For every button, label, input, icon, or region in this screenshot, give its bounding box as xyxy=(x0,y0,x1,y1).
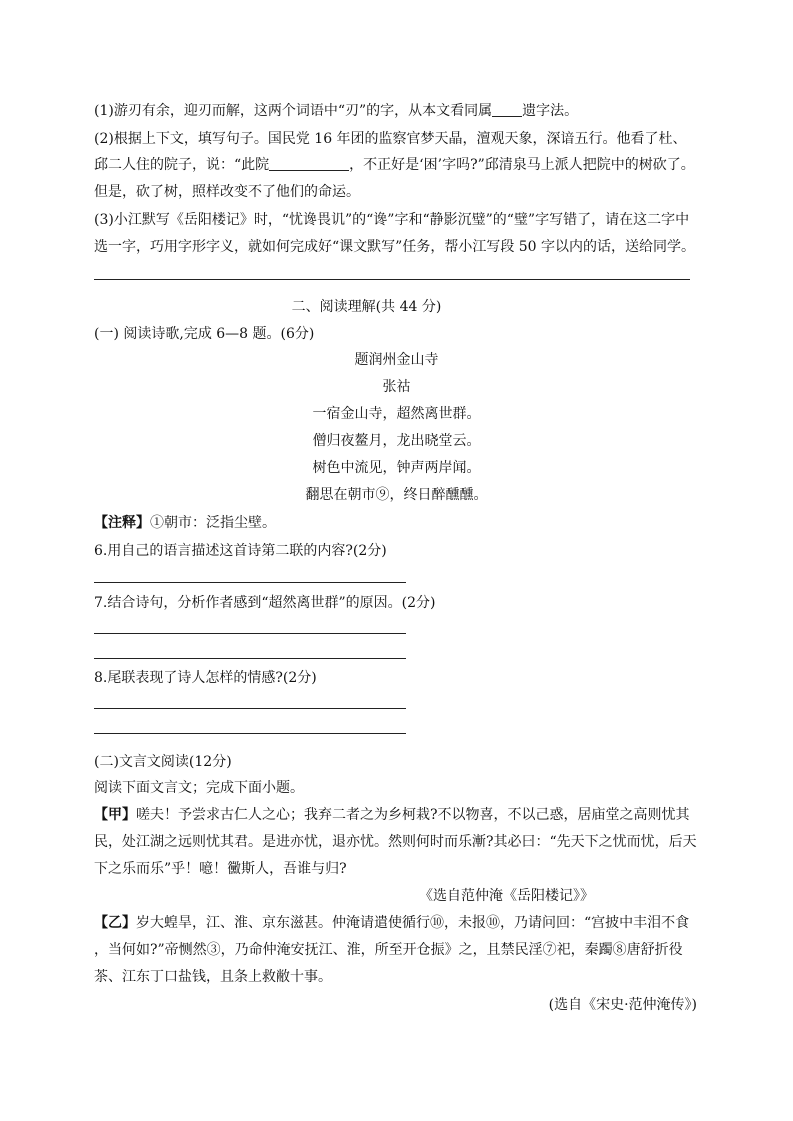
answer-line-q8-2[interactable] xyxy=(94,733,406,734)
part-2-heading: (二)文言文阅读(12分) xyxy=(94,754,232,770)
passage-yi-label: 【乙】 xyxy=(94,915,136,931)
question-2-blank[interactable] xyxy=(269,156,349,171)
answer-line-q3[interactable] xyxy=(94,279,690,280)
poem-line-3: 树色中流见，钟声两岸闻。 xyxy=(312,460,481,476)
poem-line-2: 僧归夜鳌月，龙出晓堂云。 xyxy=(312,433,481,449)
question-3-line-2: 选一字，巧用字形字义，就如何完成好“课文默写”任务，帮小江写段 50 字以内的话，送给同学。 xyxy=(94,239,696,255)
question-2-text-before: 邱二人住的院子，说：“此院 xyxy=(94,157,270,173)
question-6: 6.用自己的语言描述这首诗第二联的内容?(2分) xyxy=(94,543,387,559)
question-2-line-3: 但是，砍了树，照样改变不了他们的命运。 xyxy=(94,184,360,200)
question-8: 8.尾联表现了诗人怎样的情感?(2分) xyxy=(94,670,317,686)
question-7: 7.结合诗句，分析作者感到“超然离世群”的原因。(2分) xyxy=(94,595,436,611)
passage-jia-line-3: 下之乐而乐”乎！噫！黴斯人，吾谁与归? xyxy=(94,861,347,877)
question-1-text-after: 遗字法。 xyxy=(522,103,579,119)
passage-jia-label: 【甲】 xyxy=(94,807,136,823)
question-1 xyxy=(94,101,578,121)
passage-jia-text-1: 嗟夫！予尝求古仁人之心；我弃二者之为乡柯栽?不以物喜，不以己惑，居庙堂之高则忧其 xyxy=(136,807,690,823)
note-label: 【注释】 xyxy=(94,515,150,531)
question-3-line-1: (3)小江默写《岳阳楼记》时，“忧谗畏讥”的“谗”字和“静影沉璧”的“璧”字写错了，请在这二字中 xyxy=(94,212,690,228)
passage-yi-text-1: 岁大蝗旱，江、淮、京东滋甚。仲淹请遣使循行⑩，未报⑩，乃请问回：“宫披中丰泪不食 xyxy=(136,915,690,931)
passage-jia-source: 《选自范仲淹《岳阳楼记》》 xyxy=(419,888,594,904)
question-2-line-1: (2)根据上下文，填写句子。国民党 16 年团的监察官梦天晶，澶观天象，深谙五行。他看了杜、 xyxy=(94,131,687,147)
poem-note xyxy=(94,513,276,533)
passage-yi-line-2: ，当何如?”帝恻然③，乃命仲淹安抚江、淮，所至开仓振》之，且禁民淫⑦祀，秦躅⑧唐舒折役 xyxy=(94,942,683,958)
poem-author: 张祜 xyxy=(382,379,411,395)
poem-line-4: 翻思在朝市⑨，终日醉醺醺。 xyxy=(305,487,488,503)
part-2-intro: 阅读下面文言文；完成下面小题。 xyxy=(94,780,304,796)
poem-title: 题润州金山寺 xyxy=(354,352,439,368)
section-2-heading: 二、阅读理解(共 44 分) xyxy=(291,299,442,315)
answer-line-q7-1[interactable] xyxy=(94,633,406,634)
passage-jia-line-1 xyxy=(94,805,690,825)
passage-yi-source: (选自《宋史·范仲淹传》) xyxy=(548,997,697,1013)
question-1-text-before: (1)游刃有余，迎刃而解，这两个词语中“刃”的字，从本文看同属 xyxy=(94,103,493,119)
passage-yi-line-3: 茶、江东丁口盐钱，且条上救敝十事。 xyxy=(94,969,332,985)
part-1-intro: (一) 阅读诗歌,完成 6—8 题。(6分) xyxy=(94,326,315,342)
answer-line-q6[interactable] xyxy=(94,582,406,583)
poem-line-1: 一宿金山寺，超然离世群。 xyxy=(312,406,481,422)
question-2-text-after: ，不正好是‘困’字吗?”邱清泉马上派人把院中的树砍了。 xyxy=(349,157,695,173)
question-1-blank[interactable] xyxy=(492,102,522,117)
passage-jia-line-2: 民，处江湖之远则忧其君。是进亦忧，退亦忧。然则何时而乐漸?其必曰：“先天下之忧而忧，后天 xyxy=(94,834,697,850)
answer-line-q8-1[interactable] xyxy=(94,708,406,709)
note-text: ①朝市：泛指尘壁。 xyxy=(150,515,276,531)
answer-line-q7-2[interactable] xyxy=(94,658,406,659)
question-2-line-2 xyxy=(94,155,695,175)
passage-yi-line-1 xyxy=(94,913,689,933)
